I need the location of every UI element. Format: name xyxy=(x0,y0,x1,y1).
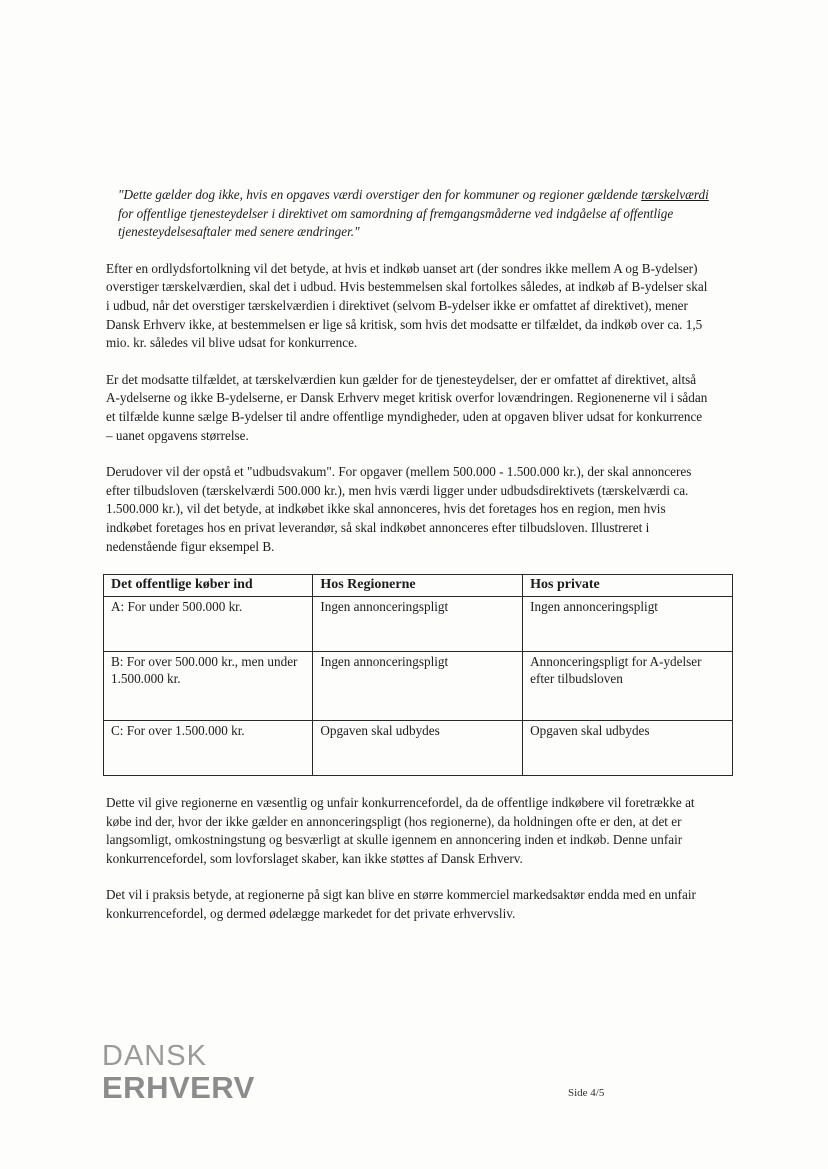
paragraph-interpretation: Efter en ordlydsfortolkning vil det betyde, at hvis et indkøb uanset art (der sondres ikke mellem A og B-ydelser) overstiger tærskelværdien, skal det i udbud. Hvis bestemmelsen skal fortolkes således, at indkøb af B-ydelser skal i udbud, når det overstiger tærskelværdien i direktivet (selvom B-ydelser ikke er omfattet af direktivet), mener Dansk Erhverv ikke, at bestemmelsen er lige så kritisk, som hvis det modsatte er tilfældet, da indkøb over ca. 1,5 mio. kr. således vil blive udsat for konkurrence. xyxy=(106,260,708,351)
table-cell: C: For over 1.500.000 kr. xyxy=(104,721,313,776)
paragraph-conclusion: Det vil i praksis betyde, at regionerne på sigt kan blive en større kommerciel markedsaktør endda med en unfair konkurrencefordel, og dermed ødelægge markedet for det private erhvervsliv. xyxy=(106,887,696,922)
table-row xyxy=(104,652,733,721)
paragraph-competitive-advantage: Dette vil give regionerne en væsentlig og unfair konkurrencefordel, da de offentlige indkøbere vil foretrække at købe ind der, hvor der ikke gælder en annonceringspligt (hos regionerne), da holdningen ofte er den, at det er langsomligt, omkostningstung og besværligt at skulle igennem en annoncering inden et indkøb. Denne unfair konkurrencefordel, som lovforslaget skaber, kan ikke støttes af Dansk Erhverv. xyxy=(106,795,695,866)
quote-paragraph xyxy=(118,186,710,242)
logo-text-erhverv: ERHVERV xyxy=(102,1070,255,1105)
logo-text-dansk: DANSK xyxy=(102,1040,207,1072)
table-cell: Opgaven skal udbydes xyxy=(313,721,523,776)
table-cell: B: For over 500.000 kr., men under 1.500.000 kr. xyxy=(104,652,313,721)
quote-text-after: for offentlige tjenesteydelser i direktivet om samordning af fremgangsmåderne ved indgåelse af offentlige tjenesteydelsesaftaler med senere ændringer." xyxy=(118,205,674,240)
table-row xyxy=(104,721,733,776)
paragraph-opposite-case: Er det modsatte tilfældet, at tærskelværdien kun gælder for de tjenesteydelser, der er omfattet af direktivet, altså A-ydelserne og ikke B-ydelserne, er Dansk Erhverv meget kritisk overfor lovændringen. Regionenerne vil i sådan et tilfælde kunne sælge B-ydelser til andre offentlige myndigheder, uden at opgaven bliver udsat for konkurrence – uanet opgavens størrelse. xyxy=(106,371,708,443)
quote-underlined-term: tærskelværdi xyxy=(641,187,709,202)
dansk-erhverv-logo xyxy=(102,1042,282,1103)
table-cell: Annonceringspligt for A-ydelser efter tilbudsloven xyxy=(523,652,733,721)
table-cell: Ingen annonceringspligt xyxy=(313,652,523,721)
table-header-buyer: Det offentlige køber ind xyxy=(104,575,313,597)
table-cell: Ingen annonceringspligt xyxy=(313,597,523,652)
table-header-private: Hos private xyxy=(523,575,733,597)
document-body xyxy=(106,186,712,942)
page-number: Side 4/5 xyxy=(568,1087,605,1099)
table-row xyxy=(104,597,733,652)
table-cell: Opgaven skal udbydes xyxy=(523,721,733,776)
table-cell: A: For under 500.000 kr. xyxy=(104,597,313,652)
table-header-row xyxy=(104,575,733,597)
table-header-regions: Hos Regionerne xyxy=(313,575,523,597)
table-cell: Ingen annonceringspligt xyxy=(523,597,733,652)
quote-text-before: "Dette gælder dog ikke, hvis en opgaves værdi overstiger den for kommuner og regioner gældende xyxy=(118,187,642,202)
paragraph-udbudsvakum: Derudover vil der opstå et "udbudsvakum". For opgaver (mellem 500.000 - 1.500.000 kr.), der skal annonceres efter tilbudsloven (tærskelværdi 500.000 kr.), men hvis værdi ligger under udbudsdirektivets (tærskelværdi ca. 1.500.000 kr.), vil det betyde, at indkøbet ikke skal annonceres, hvis det foretages hos en region, men hvis indkøbet foretages hos en privat leverandør, så skal indkøbet annonceres efter tilbudsloven. Illustreret i nedenstående figur eksempel B. xyxy=(106,464,692,554)
comparison-table xyxy=(103,574,733,776)
